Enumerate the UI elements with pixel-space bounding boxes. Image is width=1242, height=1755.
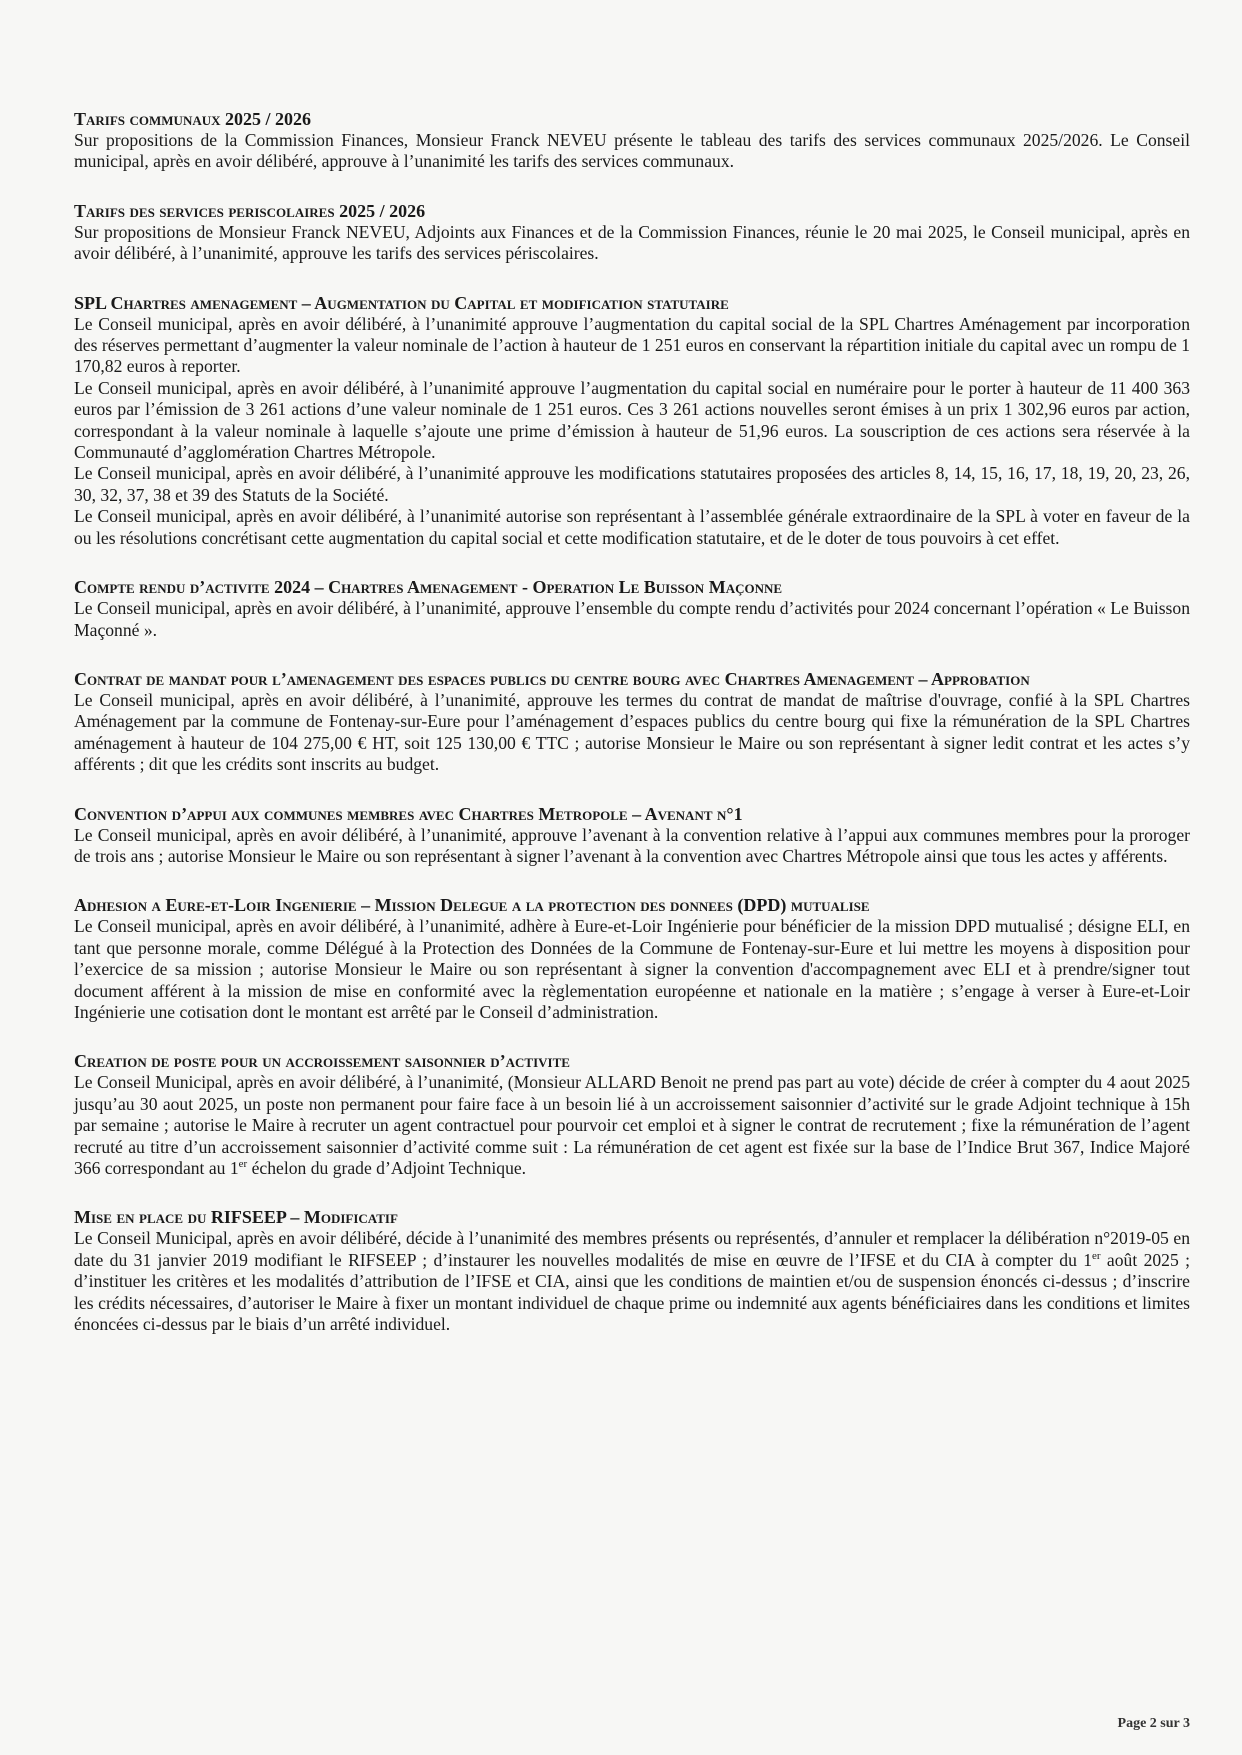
superscript-text: er: [1092, 1249, 1101, 1262]
section-title: Mise en place du RIFSEEP – Modificatif: [74, 1207, 398, 1228]
section-paragraph: Sur propositions de la Commission Finances, Monsieur Franck NEVEU présente le tableau des tarifs des services communaux 2025/2026. Le Conseil municipal, après en avoir délibéré, approuve à l’unanimité les tarifs des services communaux.: [74, 130, 1190, 172]
section-title: Creation de poste pour un accroissement saisonnier d’activite: [74, 1051, 570, 1072]
section-convention-appui: [74, 803, 1190, 868]
section-creation-poste: [74, 1050, 1190, 1179]
section-title: Compte rendu d’activite 2024 – Chartres Amenagement - Operation Le Buisson Maçonne: [74, 577, 783, 598]
section-title: SPL Chartres amenagement – Augmentation du Capital et modification statutaire: [74, 292, 729, 313]
section-rifseep: [74, 1206, 1190, 1335]
section-paragraph: Le Conseil municipal, après en avoir délibéré, à l’unanimité approuve l’augmentation du capital social de la SPL Chartres Aménagement par incorporation des réserves permettant d’augmenter la valeur nominale de l’action à hauteur de 1 251 euros en conservant la répartition initiale du capital avec un rompu de 1 170,82 euros à reporter.: [74, 313, 1190, 377]
section-paragraph: Le Conseil municipal, après en avoir délibéré, à l’unanimité, approuve l’ensemble du compte rendu d’activités pour 2024 concernant l’opération « Le Buisson Maçonné ».: [74, 598, 1190, 640]
section-tarifs-communaux: [74, 108, 1190, 173]
section-paragraph: Le Conseil Municipal, après en avoir délibéré, à l’unanimité, (Monsieur ALLARD Benoit ne prend pas part au vote) décide de créer à compter du 4 aout 2025 jusqu’au 30 aout 2025, un poste non permanent pour faire face à un besoin lié à un accroissement saisonnier d’activité sur le grade Adjoint technique à 15h par semaine ; autorise le Maire à recruter un agent contractuel pour pourvoir cet emploi et à signer le contrat de recrutement ; fixe la rémunération de l’agent recruté au titre d’un accroissement saisonnier d’activité comme suit : La rémunération de cet agent est fixée sur la base de l’Indice Brut 367, Indice Majoré 366 correspondant au 1er échelon du grade d’Adjoint Technique.: [74, 1072, 1190, 1178]
section-adhesion-eli: [74, 894, 1190, 1023]
section-paragraph: Le Conseil municipal, après en avoir délibéré, à l’unanimité, approuve l’avenant à la convention relative à l’appui aux communes membres pour la proroger de trois ans ; autorise Monsieur le Maire ou son représentant à signer l’avenant à la convention avec Chartres Métropole ainsi que tous les actes y afférents.: [74, 824, 1190, 866]
section-paragraph: Le Conseil municipal, après en avoir délibéré, à l’unanimité, adhère à Eure-et-Loir Ingénierie pour bénéficier de la mission DPD mutualisé ; désigne ELI, en tant que personne morale, comme Délégué à la Protection des Données de la Commune de Fontenay-sur-Eure et lui mettre les moyens à disposition pour l’exercice de sa mission ; autorise Monsieur le Maire ou son représentant à signer la convention d'accompagnement avec ELI et à prendre/signer tout document afférent à la mission de mise en conformité avec la règlementation européenne et nationale en la matière ; s’engage à verser à Eure-et-Loir Ingénierie une cotisation dont le montant est arrêté par le Conseil d’administration.: [74, 916, 1190, 1022]
document-page: [74, 108, 1190, 1362]
section-title: Tarifs communaux 2025 / 2026: [74, 109, 311, 129]
section-paragraph: Le Conseil municipal, après en avoir délibéré, à l’unanimité approuve les modifications statutaires proposées des articles 8, 14, 15, 16, 17, 18, 19, 20, 23, 26, 30, 32, 37, 38 et 39 des Statuts de la Société.: [74, 463, 1190, 505]
section-paragraph: Sur propositions de Monsieur Franck NEVEU, Adjoints aux Finances et de la Commission Finances, réunie le 20 mai 2025, le Conseil municipal, après en avoir délibéré, à l’unanimité, approuve les tarifs des services périscolaires.: [74, 221, 1190, 264]
section-title: Contrat de mandat pour l’amenagement des espaces publics du centre bourg avec Chartres Amenagement – Approbation: [74, 668, 1030, 689]
section-title: Adhesion a Eure-et-Loir Ingenierie – Mission Delegue a la protection des donnees (DPD) mutualise: [74, 895, 870, 916]
section-paragraph: Le Conseil municipal, après en avoir délibéré, à l’unanimité autorise son représentant à l’assemblée générale extraordinaire de la SPL à voter en faveur de la ou les résolutions concrétisant cette augmentation du capital social et cette modification statutaire, et de le doter de tous pouvoirs à cet effet.: [74, 506, 1190, 548]
section-spl-chartres-capital: [74, 292, 1190, 549]
page-number: Page 2 sur 3: [1117, 1716, 1190, 1731]
section-contrat-mandat: [74, 668, 1190, 776]
superscript-text: er: [238, 1158, 248, 1171]
section-compte-rendu-activite: [74, 576, 1190, 641]
section-paragraph: Le Conseil municipal, après en avoir délibéré, à l’unanimité approuve l’augmentation du capital social en numéraire pour le porter à hauteur de 11 400 363 euros par l’émission de 3 261 actions d’une valeur nominale de 1 251 euros. Ces 3 261 actions nouvelles seront émises à un prix 1 302,96 euros par action, correspondant à la valeur nominale à laquelle s’ajoute une prime d’émission à hauteur de 51,96 euros. La souscription de ces actions sera réservée à la Communauté d’agglomération Chartres Métropole.: [74, 377, 1190, 463]
section-title: Convention d’appui aux communes membres avec Chartres Metropole – Avenant n°1: [74, 803, 743, 824]
section-title: Tarifs des services periscolaires 2025 / 2026: [74, 200, 426, 221]
section-paragraph: Le Conseil municipal, après en avoir délibéré, à l’unanimité, approuve les termes du contrat de mandat de maîtrise d'ouvrage, confié à la SPL Chartres Aménagement par la commune de Fontenay-sur-Eure pour l’aménagement d’espaces publics du centre bourg qui fixe la rémunération de la SPL Chartres aménagement à hauteur de 104 275,00 € HT, soit 125 130,00 € TTC ; autorise Monsieur le Maire ou son représentant à signer ledit contrat et les actes s’y afférents ; dit que les crédits sont inscrits au budget.: [74, 689, 1190, 775]
section-tarifs-periscolaires: [74, 200, 1190, 265]
section-paragraph: Le Conseil Municipal, après en avoir délibéré, décide à l’unanimité des membres présents ou représentés, d’annuler et remplacer la délibération n°2019-05 en date du 31 janvier 2019 modifiant le RIFSEEP ; d’instaurer les nouvelles modalités de mise en œuvre de l’IFSE et du CIA à compter du 1er août 2025 ; d’instituer les critères et les modalités d’attribution de l’IFSE et CIA, ainsi que les conditions de maintien et/ou de suspension énoncés ci-dessus ; d’inscrire les crédits nécessaires, d’autoriser le Maire à fixer un montant individuel de chaque prime ou indemnité aux agents bénéficiaires dans les conditions et limites énoncées ci-dessus par le biais d’un arrêté individuel.: [74, 1228, 1190, 1335]
